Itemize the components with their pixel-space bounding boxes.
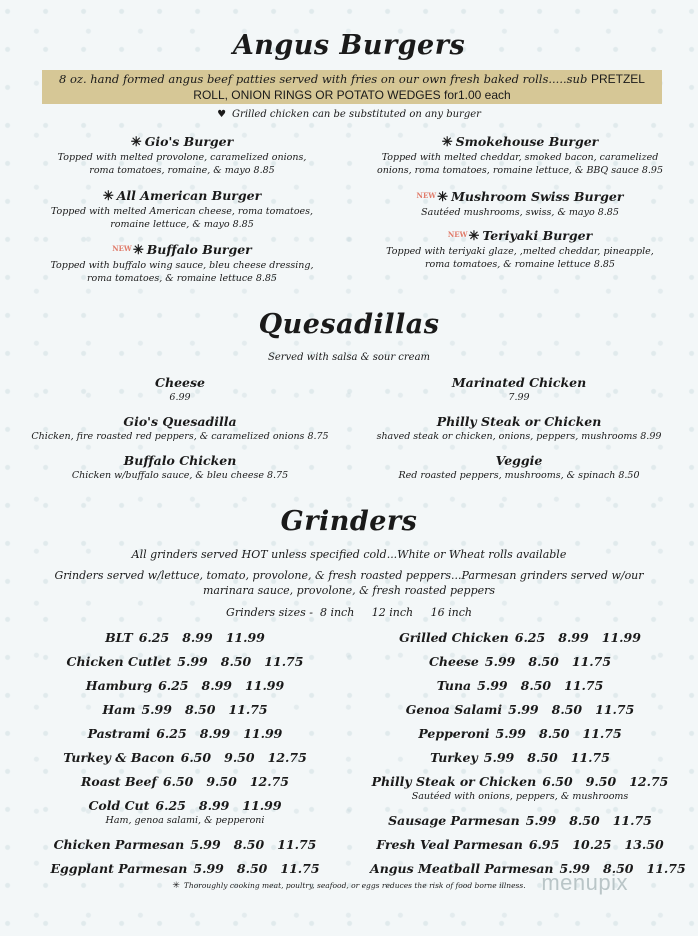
burger-name: Smokehouse Burger <box>455 134 599 149</box>
grinder-row <box>370 702 670 718</box>
grinder-row <box>370 630 670 646</box>
burger-item <box>370 134 670 177</box>
star-icon: ✳ <box>132 243 144 258</box>
burger-desc: Topped with melted provolone, caramelized onions, roma tomatoes, romaine, & mayo 8.85 <box>57 152 307 176</box>
grinder-row <box>35 861 335 877</box>
grinder-prices: 6.25 8.99 11.99 <box>158 678 285 693</box>
quesadillas-title: Quesadillas <box>258 309 440 340</box>
grinder-name: Roast Beef <box>81 774 157 789</box>
grinder-prices: 6.25 8.99 11.99 <box>138 630 265 645</box>
grinder-row <box>35 678 335 694</box>
grinder-row <box>35 726 335 742</box>
quesadilla-name: Veggie <box>495 453 543 468</box>
grinder-name: Sausage Parmesan <box>388 813 520 828</box>
grinder-prices: 5.99 8.50 11.75 <box>483 750 610 765</box>
star-icon: ✳ <box>437 190 449 205</box>
grinder-name: Turkey & Bacon <box>63 750 175 765</box>
grinder-row <box>35 702 335 718</box>
grinder-name: Angus Meatball Parmesan <box>370 861 554 876</box>
star-icon: ✳ <box>172 881 180 891</box>
grinder-prices: 5.99 8.50 11.75 <box>190 837 317 852</box>
grinder-name: Hamburg <box>85 678 153 693</box>
grinder-prices: 6.25 8.99 11.99 <box>155 798 282 813</box>
grinder-sub: Ham, genoa salami, & pepperoni <box>105 815 265 826</box>
quesadilla-desc: Red roasted peppers, mushrooms, & spinach 8.50 <box>398 470 640 481</box>
grinder-prices: 5.99 8.50 11.75 <box>141 702 268 717</box>
grinder-row <box>35 837 335 853</box>
grinders-title: Grinders <box>280 506 418 537</box>
grinder-row <box>370 813 670 829</box>
burger-name: Gio's Burger <box>144 134 234 149</box>
grinder-name: Fresh Veal Parmesan <box>376 837 523 852</box>
star-icon: ✳ <box>441 135 453 150</box>
burger-item <box>370 227 670 271</box>
grinder-name: Cheese <box>428 654 479 669</box>
chicken-note <box>0 109 698 120</box>
grinder-prices: 5.99 8.50 11.75 <box>477 678 604 693</box>
quesadilla-item <box>364 414 674 443</box>
grinder-prices: 5.99 8.50 11.75 <box>193 861 320 876</box>
quesadilla-item <box>364 453 674 482</box>
grinder-row <box>35 654 335 670</box>
burgers-intro-text: 8 oz. hand formed angus beef patties served with fries on our own fresh baked rolls.....sub <box>59 72 591 86</box>
grinder-row <box>35 750 335 766</box>
grinder-row <box>370 750 670 766</box>
star-icon: ✳ <box>468 229 480 244</box>
grinder-name: Tuna <box>436 678 472 693</box>
quesadilla-name: Cheese <box>155 375 205 390</box>
grinder-prices: 5.99 8.50 11.75 <box>508 702 635 717</box>
quesadillas-subtitle: Served with salsa & sour cream <box>267 352 431 363</box>
grinder-row <box>370 837 670 853</box>
grinder-prices: 5.99 8.50 11.75 <box>495 726 622 741</box>
quesadilla-desc: 7.99 <box>508 392 530 403</box>
chicken-note-text: Grilled chicken can be substituted on any burger <box>232 109 481 120</box>
quesadilla-item <box>30 453 330 482</box>
grinder-name: Philly Steak or Chicken <box>371 774 537 789</box>
grinder-name: Eggplant Parmesan <box>50 861 188 876</box>
quesadilla-name: Philly Steak or Chicken <box>436 414 602 429</box>
burger-desc: Topped with melted cheddar, smoked bacon, caramelized onions, roma tomatoes, romaine lettuce, & BBQ sauce 8.95 <box>376 152 663 176</box>
burgers-intro <box>42 70 662 104</box>
grinder-prices: 6.95 10.25 13.50 <box>528 837 664 852</box>
grinder-name: Pepperoni <box>418 726 490 741</box>
grinder-prices: 6.50 9.50 12.75 <box>180 750 307 765</box>
quesadilla-desc: 6.99 <box>169 392 191 403</box>
quesadilla-name: Gio's Quesadilla <box>123 414 237 429</box>
grinder-prices: 6.25 8.99 11.99 <box>514 630 641 645</box>
grinder-row <box>35 798 335 814</box>
menupix-watermark: menupix <box>541 870 628 895</box>
new-badge: NEW <box>447 230 468 239</box>
grinder-prices: 5.99 8.50 11.75 <box>177 654 304 669</box>
grinder-name: Genoa Salami <box>405 702 503 717</box>
grinder-row <box>35 774 335 790</box>
grinders-note-toppings: Grinders served w/lettuce, tomato, provolone, & fresh roasted peppers...Parmesan grinders served w/our marinara sauce, provolone, & fresh roasted peppers <box>54 569 644 597</box>
grinder-prices: 5.99 8.50 11.75 <box>484 654 612 669</box>
burger-item <box>32 134 332 177</box>
heart-icon: ♥ <box>217 109 227 120</box>
star-icon: ✳ <box>102 189 114 204</box>
burger-item <box>32 188 332 231</box>
burgers-title: Angus Burgers <box>232 30 466 61</box>
grinder-row <box>370 654 670 670</box>
burger-name: Teriyaki Burger <box>482 228 593 243</box>
quesadilla-item <box>364 375 674 404</box>
burger-item <box>32 241 332 285</box>
burger-desc: Sautéed mushrooms, swiss, & mayo 8.85 <box>421 207 619 218</box>
burger-desc: Topped with melted American cheese, roma tomatoes, romaine lettuce, & mayo 8.85 <box>50 206 314 230</box>
grinder-name: Ham <box>102 702 136 717</box>
grinder-prices: 6.50 9.50 12.75 <box>542 774 669 789</box>
quesadilla-desc: Chicken, fire roasted red peppers, & caramelized onions 8.75 <box>31 431 329 442</box>
grinder-row <box>35 630 335 646</box>
grinder-row <box>370 678 670 694</box>
grinder-name: Turkey <box>430 750 478 765</box>
quesadilla-desc: shaved steak or chicken, onions, peppers, mushrooms 8.99 <box>376 431 662 442</box>
burger-name: All American Burger <box>116 188 262 203</box>
burgers-intro-caps: PRETZEL ROLL, ONION RINGS OR POTATO WEDGES for1.00 each <box>193 72 645 102</box>
grinder-name: Grilled Chicken <box>399 630 509 645</box>
grinders-sizes: Grinders sizes - 8 inch 12 inch 16 inch <box>226 606 472 619</box>
grinder-row <box>370 726 670 742</box>
grinders-note-hot: All grinders served HOT unless specified cold...White or Wheat rolls available <box>131 548 567 561</box>
new-badge: NEW <box>416 191 437 200</box>
burger-desc: Topped with buffalo wing sauce, bleu cheese dressing, roma tomatoes, & romaine lettuce 8.85 <box>50 260 314 284</box>
burger-desc: Topped with teriyaki glaze, ,melted cheddar, pineapple, roma tomatoes, & romaine lettuce 8.85 <box>386 246 654 270</box>
grinder-prices: 6.50 9.50 12.75 <box>162 774 289 789</box>
grinder-name: Chicken Parmesan <box>53 837 185 852</box>
quesadilla-name: Marinated Chicken <box>451 375 587 390</box>
grinder-name: Pastrami <box>87 726 151 741</box>
grinder-name: Cold Cut <box>88 798 150 813</box>
burger-item <box>370 188 670 219</box>
grinder-name: BLT <box>105 630 133 645</box>
grinder-row <box>370 774 670 790</box>
quesadilla-item <box>30 414 330 443</box>
star-icon: ✳ <box>130 135 142 150</box>
quesadilla-desc: Chicken w/buffalo sauce, & bleu cheese 8.75 <box>71 470 289 481</box>
quesadilla-name: Buffalo Chicken <box>123 453 237 468</box>
quesadilla-item <box>30 375 330 404</box>
grinder-prices: 5.99 8.50 11.75 <box>559 861 686 876</box>
new-badge: NEW <box>112 244 132 253</box>
footnote-text: Thoroughly cooking meat, poultry, seafood, or eggs reduces the risk of food borne illness. <box>183 881 526 890</box>
grinder-prices: 5.99 8.50 11.75 <box>525 813 652 828</box>
grinder-name: Chicken Cutlet <box>66 654 172 669</box>
grinder-sub: Sautéed with onions, peppers, & mushrooms <box>411 791 629 802</box>
grinder-prices: 6.25 8.99 11.99 <box>156 726 283 741</box>
burger-name: Buffalo Burger <box>146 242 252 257</box>
burger-name: Mushroom Swiss Burger <box>451 189 624 204</box>
